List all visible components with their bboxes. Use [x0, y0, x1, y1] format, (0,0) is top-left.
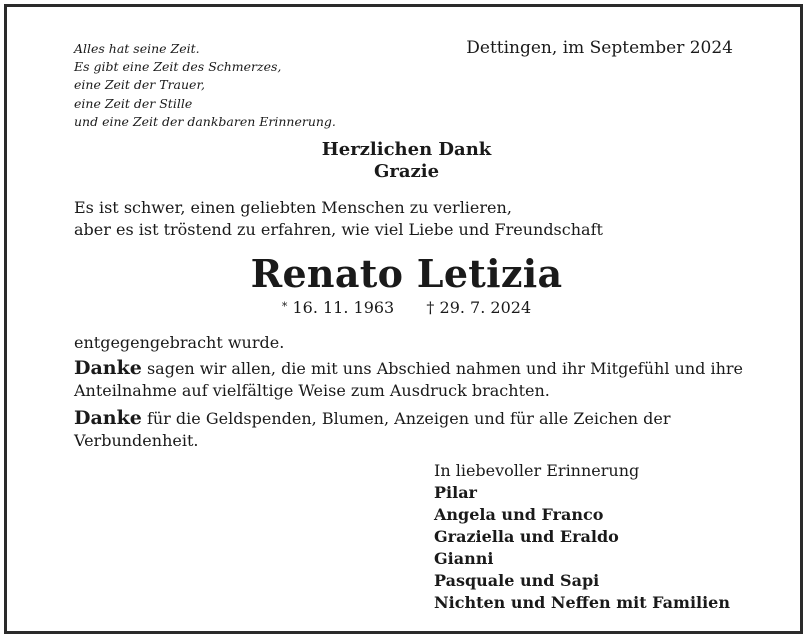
- birth-date: 16. 11. 1963: [292, 298, 395, 317]
- signature-block: [434, 460, 730, 614]
- thanks-paragraph: [74, 357, 754, 402]
- poem-line: eine Zeit der Trauer,: [74, 77, 206, 93]
- poem-line: und eine Zeit der dankbaren Erinnerung.: [74, 113, 336, 129]
- birth-symbol: *: [281, 300, 288, 313]
- obituary-notice: [4, 4, 803, 634]
- thanks-subtitle: Grazie: [373, 161, 440, 182]
- signature-name: Graziella und Eraldo: [434, 527, 619, 546]
- signature-name: Angela und Franco: [434, 505, 604, 524]
- signature-name: Nichten und Neffen mit Familien: [434, 593, 730, 612]
- continuation-text: entgegengebracht wurde.: [74, 333, 285, 352]
- poem-line: Alles hat seine Zeit.: [74, 41, 200, 56]
- intro-text: [74, 197, 603, 241]
- poem-line: Es gibt eine Zeit des Schmerzes,: [74, 59, 282, 75]
- signature-intro: In liebevoller Erinnerung: [434, 461, 640, 480]
- paragraph-lead: Danke: [74, 407, 142, 429]
- signature-name: Gianni: [434, 549, 494, 568]
- signature-name: Pasquale und Sapi: [434, 571, 600, 590]
- life-dates: [7, 298, 806, 317]
- thanks-paragraph: [74, 407, 754, 452]
- death-symbol: †: [426, 298, 435, 317]
- signature-name: Pilar: [434, 483, 477, 502]
- thanks-title: Herzlichen Dank: [321, 139, 492, 160]
- paragraph-text: sagen wir allen, die mit uns Abschied nahmen und ihr Mitgefühl und ihre Anteilnahme auf vielfältige Weise zum Ausdruck brachten.: [74, 359, 743, 400]
- intro-line: Es ist schwer, einen geliebten Menschen zu verlieren,: [74, 198, 512, 217]
- paragraph-text: für die Geldspenden, Blumen, Anzeigen und für alle Zeichen der Verbundenheit.: [74, 409, 671, 450]
- intro-line: aber es ist tröstend zu erfahren, wie viel Liebe und Freundschaft: [74, 220, 603, 239]
- poem-line: eine Zeit der Stille: [74, 95, 193, 111]
- poem: [74, 40, 336, 131]
- paragraph-lead: Danke: [74, 357, 142, 379]
- deceased-name: Renato Letizia: [250, 251, 563, 296]
- dateline: Dettingen, im September 2024: [466, 38, 733, 58]
- thanks-heading: [7, 139, 806, 183]
- death-date: 29. 7. 2024: [439, 298, 532, 317]
